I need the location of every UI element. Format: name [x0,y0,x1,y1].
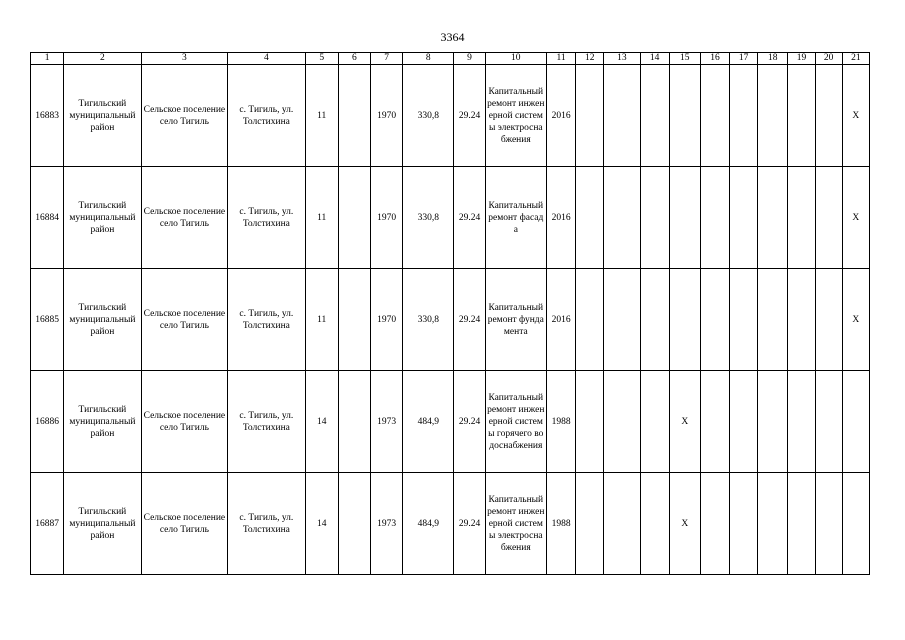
year-built-cell: 1970 [370,167,402,269]
table-row [31,167,870,269]
col19-cell [788,371,815,473]
column-header: 20 [815,53,842,65]
col13-cell [604,371,640,473]
col18-cell [758,371,788,473]
floors-cell: 11 [305,269,338,371]
col14-cell [640,371,669,473]
record-number-cell: 16885 [31,269,64,371]
col16-cell [700,65,729,167]
col18-cell [758,65,788,167]
settlement-cell: Сельское поселение село Тигиль [141,473,228,575]
floors-cell: 14 [305,473,338,575]
col15-cell [669,269,700,371]
col13-cell [604,65,640,167]
record-number-cell: 16883 [31,65,64,167]
area-cell: 484,9 [403,371,454,473]
column-header: 21 [842,53,869,65]
col21-cell: X [842,269,869,371]
col19-cell [788,167,815,269]
page-number: 3364 [440,30,465,44]
column-header: 6 [338,53,370,65]
record-number-cell: 16886 [31,371,64,473]
col9-cell: 29.24 [454,65,485,167]
col17-cell [730,371,758,473]
col9-cell: 29.24 [454,269,485,371]
col18-cell [758,269,788,371]
area-cell: 330,8 [403,65,454,167]
col12-cell [576,65,604,167]
work-type-cell: Капитальный ремонт инженерной системы электроснабжения [485,65,546,167]
area-cell: 484,9 [403,473,454,575]
header-row [31,53,870,65]
col19-cell [788,65,815,167]
address-cell: с. Тигиль, ул. Толстихина [228,473,305,575]
municipal-district-cell: Тигильский муниципальный район [64,371,141,473]
last-repair-year-cell: 2016 [546,269,575,371]
column-header: 19 [788,53,815,65]
address-cell: с. Тигиль, ул. Толстихина [228,65,305,167]
column-header: 2 [64,53,141,65]
col19-cell [788,473,815,575]
col21-cell: X [842,167,869,269]
settlement-cell: Сельское поселение село Тигиль [141,167,228,269]
col12-cell [576,269,604,371]
table-row [31,65,870,167]
col20-cell [815,371,842,473]
table-row [31,473,870,575]
area-cell: 330,8 [403,269,454,371]
col12-cell [576,167,604,269]
year-built-cell: 1973 [370,371,402,473]
col13-cell [604,473,640,575]
column-header: 16 [700,53,729,65]
last-repair-year-cell: 1988 [546,473,575,575]
col18-cell [758,167,788,269]
col6-cell [338,371,370,473]
col21-cell: X [842,65,869,167]
work-type-cell: Капитальный ремонт фасада [485,167,546,269]
col17-cell [730,269,758,371]
column-header: 3 [141,53,228,65]
col6-cell [338,269,370,371]
col16-cell [700,167,729,269]
address-cell: с. Тигиль, ул. Толстихина [228,167,305,269]
work-type-cell: Капитальный ремонт инженерной системы электроснабжения [485,473,546,575]
settlement-cell: Сельское поселение село Тигиль [141,65,228,167]
col13-cell [604,167,640,269]
col16-cell [700,269,729,371]
column-header: 17 [730,53,758,65]
municipal-district-cell: Тигильский муниципальный район [64,167,141,269]
last-repair-year-cell: 1988 [546,371,575,473]
col15-cell: X [669,371,700,473]
column-header: 8 [403,53,454,65]
floors-cell: 14 [305,371,338,473]
column-header: 15 [669,53,700,65]
col20-cell [815,167,842,269]
last-repair-year-cell: 2016 [546,65,575,167]
column-header: 5 [305,53,338,65]
work-type-cell: Капитальный ремонт фундамента [485,269,546,371]
area-cell: 330,8 [403,167,454,269]
col9-cell: 29.24 [454,167,485,269]
municipal-district-cell: Тигильский муниципальный район [64,269,141,371]
col9-cell: 29.24 [454,473,485,575]
col17-cell [730,473,758,575]
record-number-cell: 16887 [31,473,64,575]
col21-cell [842,371,869,473]
column-header: 1 [31,53,64,65]
col12-cell [576,371,604,473]
municipal-district-cell: Тигильский муниципальный район [64,473,141,575]
municipal-district-cell: Тигильский муниципальный район [64,65,141,167]
col17-cell [730,65,758,167]
settlement-cell: Сельское поселение село Тигиль [141,371,228,473]
table-row [31,371,870,473]
col6-cell [338,167,370,269]
col15-cell: X [669,473,700,575]
col17-cell [730,167,758,269]
col13-cell [604,269,640,371]
col16-cell [700,371,729,473]
table-row [31,269,870,371]
year-built-cell: 1970 [370,65,402,167]
column-header: 7 [370,53,402,65]
col9-cell: 29.24 [454,371,485,473]
col6-cell [338,65,370,167]
column-header: 12 [576,53,604,65]
work-type-cell: Капитальный ремонт инженерной системы горячего водоснабжения [485,371,546,473]
last-repair-year-cell: 2016 [546,167,575,269]
column-header: 10 [485,53,546,65]
col15-cell [669,167,700,269]
settlement-cell: Сельское поселение село Тигиль [141,269,228,371]
column-header: 11 [546,53,575,65]
col14-cell [640,269,669,371]
col20-cell [815,269,842,371]
col18-cell [758,473,788,575]
register-table [30,52,870,575]
column-header: 13 [604,53,640,65]
column-header: 14 [640,53,669,65]
table-body [31,65,870,575]
col20-cell [815,473,842,575]
col14-cell [640,473,669,575]
record-number-cell: 16884 [31,167,64,269]
col14-cell [640,65,669,167]
floors-cell: 11 [305,167,338,269]
col14-cell [640,167,669,269]
address-cell: с. Тигиль, ул. Толстихина [228,371,305,473]
col6-cell [338,473,370,575]
floors-cell: 11 [305,65,338,167]
col20-cell [815,65,842,167]
column-header: 4 [228,53,305,65]
column-header: 18 [758,53,788,65]
col21-cell [842,473,869,575]
year-built-cell: 1973 [370,473,402,575]
col12-cell [576,473,604,575]
col15-cell [669,65,700,167]
address-cell: с. Тигиль, ул. Толстихина [228,269,305,371]
year-built-cell: 1970 [370,269,402,371]
column-header: 9 [454,53,485,65]
col19-cell [788,269,815,371]
col16-cell [700,473,729,575]
